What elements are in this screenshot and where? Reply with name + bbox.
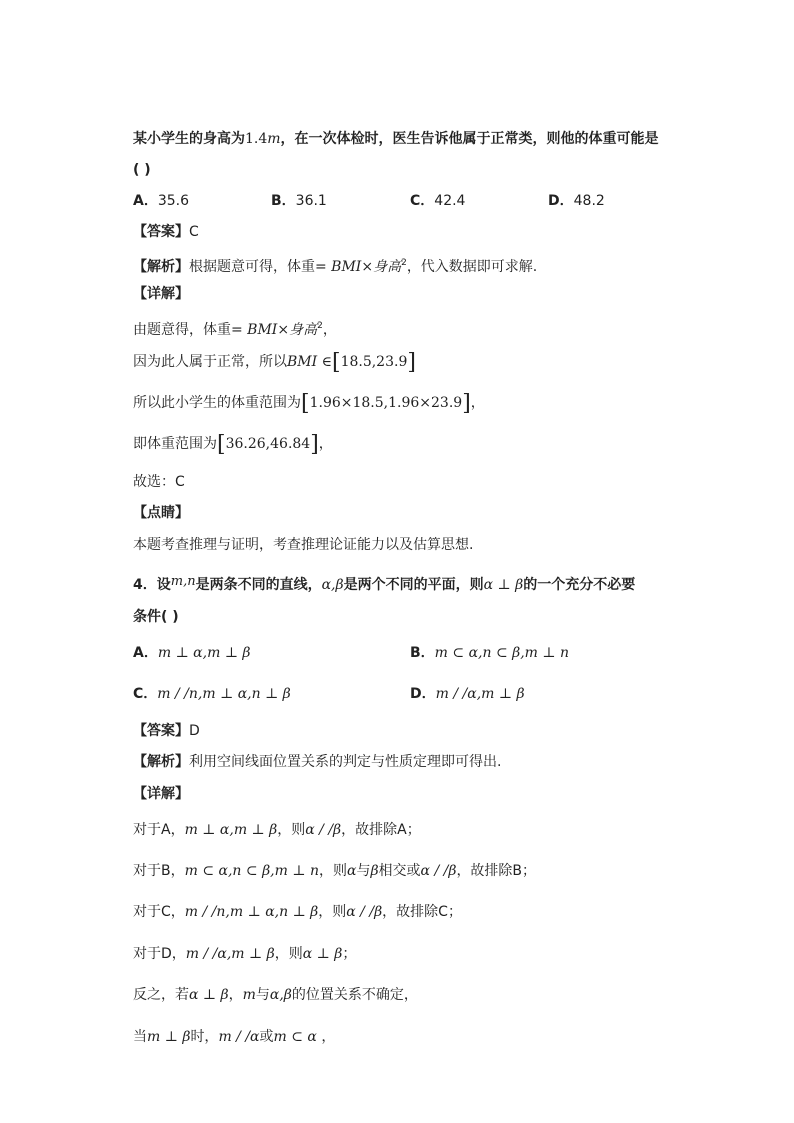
q3-analysis: 【解析】根据题意可得，体重= BMI×身高$^2$，代入数据即可求解. [133,258,538,275]
q3-stem: 某小学生的身高为1.4m，在一次体检时，医生告诉他属于正常类，则他的体重可能是 [133,131,659,147]
q4-option-a: A．m ⊥ α,m ⊥ β [133,645,251,661]
q3-paren: ( ) [133,162,151,178]
q3-answer: 【答案】C [133,224,199,240]
q4-stem: 4．设m,n是两条不同的直线，α,β是两个不同的平面，则α ⊥ β的一个充分不必要 [133,574,636,593]
q4-answer: 【答案】D [133,723,200,739]
q3-option-c: C．42.4 [410,193,466,209]
q3-detail-line-4: 即体重范围为[36.26,46.84]， [133,432,333,457]
q3-detail-line-2: 因为此人属于正常，所以BMI ∈[18.5,23.9] [133,350,416,375]
q4-detail-when: 当m ⊥ β时，m / /α或m ⊂ α ， [133,1029,336,1045]
q3-option-b: B．36.1 [271,193,327,209]
q4-detail-c: 对于C，m / /n,m ⊥ α,n ⊥ β，则α / /β，故排除C； [133,904,462,920]
q3-comment-label: 【点睛】 [133,505,189,521]
q4-detail-a: 对于A，m ⊥ α,m ⊥ β，则α / /β，故排除A； [133,822,421,838]
q3-option-a: A．35.6 [133,193,190,209]
q3-comment: 本题考查推理与证明，考查推理论证能力以及估算思想. [133,537,474,553]
q4-option-d: D．m / /α,m ⊥ β [410,686,525,702]
q3-detail-label: 【详解】 [133,286,189,302]
q4-stem-line-2: 条件( ) [133,609,179,625]
q3-detail-line-5: 故选：C [133,474,185,490]
q4-detail-converse: 反之，若α ⊥ β，m与α,β的位置关系不确定， [133,987,418,1003]
q3-detail-line-3: 所以此小学生的体重范围为[1.96×18.5,1.96×23.9]， [133,391,485,416]
q4-detail-b: 对于B，m ⊂ α,n ⊂ β,m ⊥ n，则α与β相交或α / /β，故排除B； [133,863,537,879]
q3-option-d: D．48.2 [548,193,605,209]
q3-detail-line-1: 由题意得，体重= BMI×身高$^2$， [133,321,337,338]
q4-option-c: C．m / /n,m ⊥ α,n ⊥ β [133,686,291,702]
q4-analysis: 【解析】利用空间线面位置关系的判定与性质定理即可得出. [133,754,502,770]
q4-option-b: B．m ⊂ α,n ⊂ β,m ⊥ n [410,645,570,661]
q4-detail-d: 对于D，m / /α,m ⊥ β，则α ⊥ β； [133,946,357,962]
q4-detail-label: 【详解】 [133,786,189,802]
